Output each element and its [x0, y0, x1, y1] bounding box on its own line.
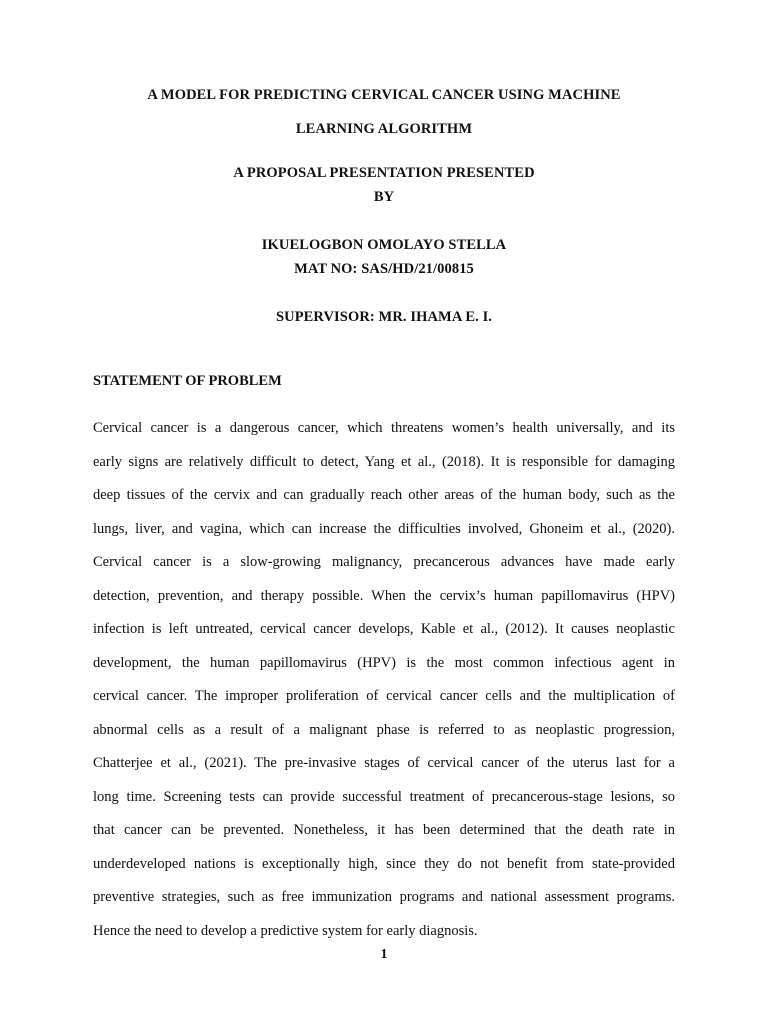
body-line: Hence the need to develop a predictive system for early diagnosis. [93, 922, 478, 939]
body-line: that cancer can be prevented. Nonetheless, it has been determined that the death rate in [93, 822, 675, 838]
title-line-2: LEARNING ALGORITHM [295, 121, 473, 137]
body-line: underdeveloped nations is exceptionally high, since they do not benefit from state-provided [93, 855, 675, 872]
body-line: deep tissues of the cervix and can gradually reach other areas of the human body, such as the [93, 487, 675, 503]
body-paragraph [93, 412, 675, 948]
subtitle-line-2: BY [373, 189, 395, 205]
body-line: abnormal cells as a result of a malignant phase is referred to as neoplastic progression, [93, 721, 675, 738]
body-line: Cervical cancer is a slow-growing malignancy, precancerous advances have made early [93, 554, 675, 570]
body-line: Cervical cancer is a dangerous cancer, which threatens women’s health universally, and its [93, 420, 675, 436]
body-line: lungs, liver, and vagina, which can increase the difficulties involved, Ghoneim et al., (2020). [93, 520, 675, 537]
section-heading: STATEMENT OF PROBLEM [93, 373, 282, 389]
body-line: long time. Screening tests can provide successful treatment of precancerous-stage lesions, so [93, 788, 675, 805]
body-line: early signs are relatively difficult to detect, Yang et al., (2018). It is responsible for damaging [93, 453, 675, 470]
body-line: Chatterjee et al., (2021). The pre-invasive stages of cervical cancer of the uterus last for a [93, 755, 675, 771]
body-line: infection is left untreated, cervical cancer develops, Kable et al., (2012). It causes neoplastic [93, 621, 675, 637]
title-line-1: A MODEL FOR PREDICTING CERVICAL CANCER USING MACHINE [147, 87, 621, 103]
supervisor: SUPERVISOR: MR. IHAMA E. I. [275, 309, 493, 325]
page-number: 1 [380, 947, 388, 962]
subtitle-line-1: A PROPOSAL PRESENTATION PRESENTED [233, 165, 535, 181]
body-line: preventive strategies, such as free immunization programs and national assessment programs. [93, 889, 675, 905]
matriculation-number: MAT NO: SAS/HD/21/00815 [294, 261, 474, 277]
body-line: cervical cancer. The improper proliferation of cervical cancer cells and the multiplication of [93, 688, 675, 704]
author-name: IKUELOGBON OMOLAYO STELLA [261, 237, 507, 253]
body-line: development, the human papillomavirus (HPV) is the most common infectious agent in [93, 654, 675, 671]
body-line: detection, prevention, and therapy possible. When the cervix’s human papillomavirus (HPV) [93, 587, 675, 604]
